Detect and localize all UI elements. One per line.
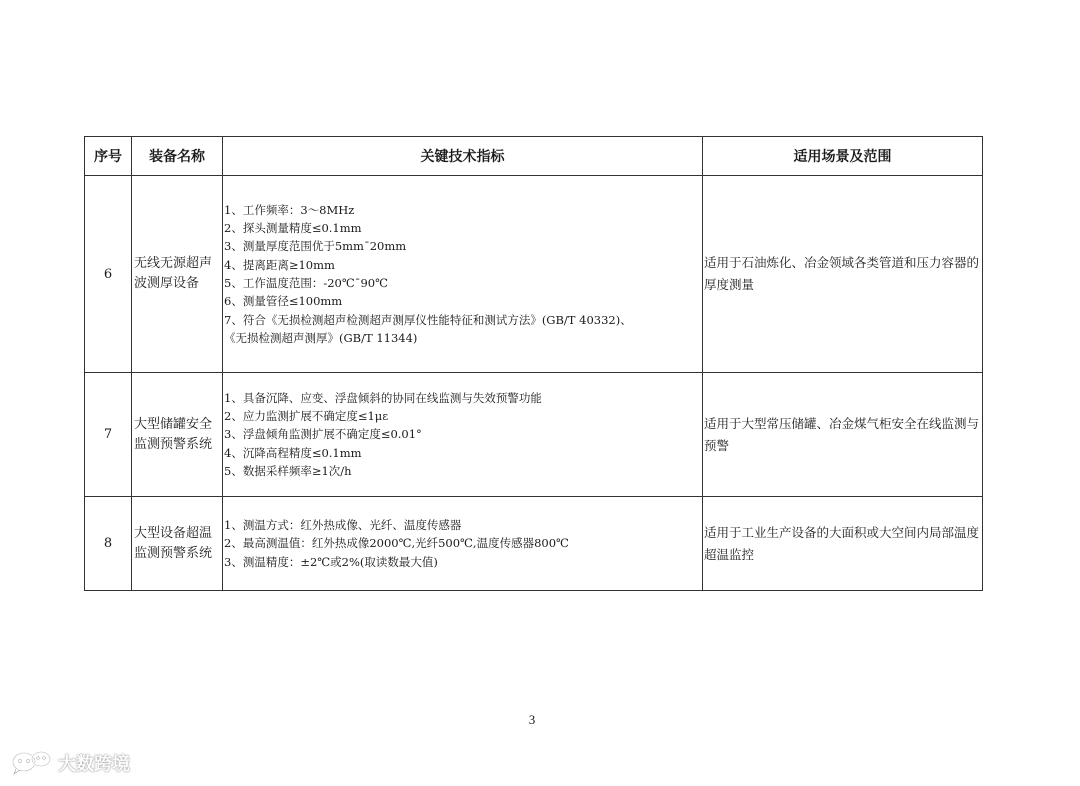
spec-item: 《无损检测超声测厚》(GB/T 11344) xyxy=(224,330,418,345)
page-number: 3 xyxy=(528,712,536,727)
spec-item: 2、最高测温值：红外热成像2000℃,光纤500℃,温度传感器800℃ xyxy=(224,536,569,551)
spec-item: 1、具备沉降、应变、浮盘倾斜的协同在线监测与失效预警功能 xyxy=(224,390,542,405)
row-number: 7 xyxy=(85,373,132,497)
spec-item: 3、测量厚度范围优于5mm¯20mm xyxy=(224,239,407,254)
scope-text: 适用于石油炼化、冶金领域各类管道和压力容器的厚度测量 xyxy=(703,176,983,373)
table-row xyxy=(85,373,983,497)
equipment-name: 大型设备超温监测预警系统 xyxy=(132,497,223,591)
header-no: 序号 xyxy=(85,137,132,176)
equipment-name: 大型储罐安全监测预警系统 xyxy=(132,373,223,497)
spec-item: 5、工作温度范围：-20℃¯90℃ xyxy=(224,276,388,290)
spec-item: 3、浮盘倾角监测扩展不确定度≤0.01° xyxy=(224,427,422,442)
watermark-text: 大数跨境 xyxy=(58,754,130,775)
equipment-name: 无线无源超声波测厚设备 xyxy=(132,176,223,373)
spec-item: 2、探头测量精度≤0.1mm xyxy=(224,221,362,236)
spec-list xyxy=(223,373,703,497)
table-header-row xyxy=(85,137,983,176)
spec-item: 5、数据采样频率≥1次/h xyxy=(224,463,352,478)
scope-text: 适用于大型常压储罐、冶金煤气柜安全在线监测与预警 xyxy=(703,373,983,497)
header-scope: 适用场景及范围 xyxy=(703,137,983,176)
spec-item: 3、测温精度：±2℃或2%(取读数最大值) xyxy=(224,554,438,569)
spec-list xyxy=(223,497,703,591)
spec-item: 2、应力监测扩展不确定度≤1με xyxy=(224,409,389,424)
header-specs: 关键技术指标 xyxy=(223,137,703,176)
spec-item: 6、测量管径≤100mm xyxy=(224,294,343,309)
spec-item: 1、工作频率：3～8MHz xyxy=(224,202,355,217)
wechat-logo-icon xyxy=(10,750,54,776)
watermark xyxy=(10,750,130,776)
equipment-spec-table xyxy=(84,136,983,591)
table-row xyxy=(85,176,983,373)
spec-list xyxy=(223,176,703,373)
header-name: 装备名称 xyxy=(132,137,223,176)
scope-text: 适用于工业生产设备的大面积或大空间内局部温度超温监控 xyxy=(703,497,983,591)
spec-item: 4、提离距离≥10mm xyxy=(224,257,335,272)
spec-item: 4、沉降高程精度≤0.1mm xyxy=(224,445,362,460)
spec-item: 1、测温方式：红外热成像、光纤、温度传感器 xyxy=(224,518,462,533)
table-row xyxy=(85,497,983,591)
spec-item: 7、符合《无损检测超声检测超声测厚仪性能特征和测试方法》(GB/T 40332)、 xyxy=(224,312,632,327)
row-number: 6 xyxy=(85,176,132,373)
row-number: 8 xyxy=(85,497,132,591)
